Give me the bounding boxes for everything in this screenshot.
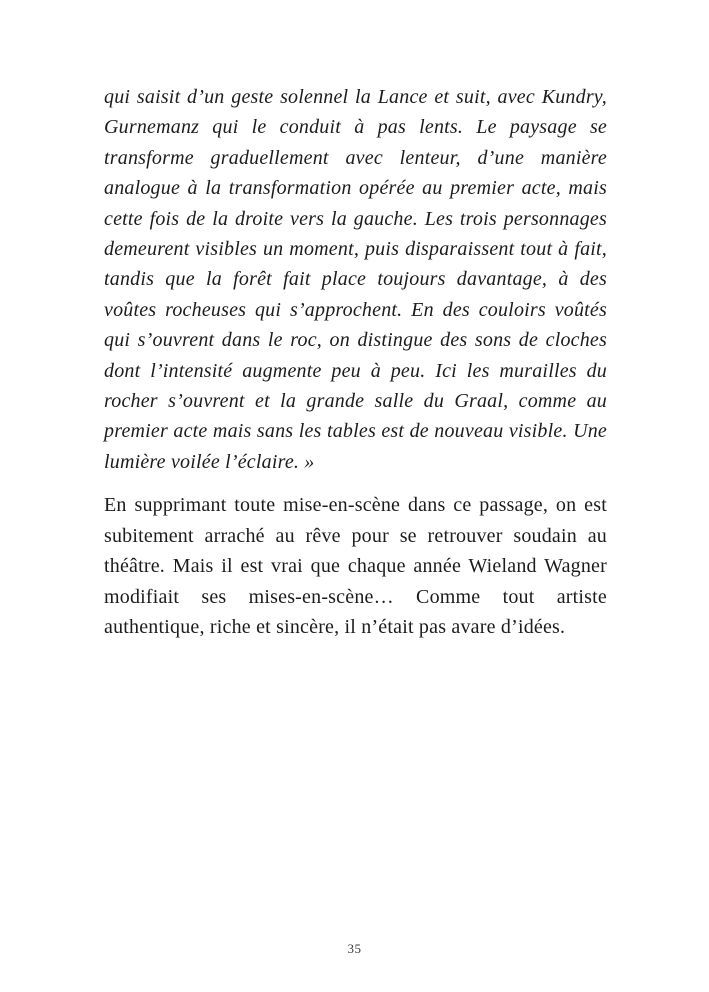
- page-text-block: [104, 82, 607, 642]
- quoted-stage-directions-paragraph: qui saisit d’un geste solennel la Lance et suit, avec Kundry, Gurnemanz qui le conduit à pas lents. Le paysage se transforme graduellement avec lenteur, d’une manière analogue à la transformation opérée au premier acte, mais cette fois de la droite vers la gauche. Les trois personnages demeurent visibles un moment, puis disparaissent tout à fait, tandis que la forêt fait place toujours davantage, à des voûtes rocheuses qui s’approchent. En des couloirs voûtés qui s’ouvrent dans le roc, on distingue des sons de cloches dont l’intensité augmente peu à peu. Ici les murailles du rocher s’ouvrent et la grande salle du Graal, comme au premier acte mais sans les tables est de nouveau visible. Une lumière voilée l’éclaire. »: [104, 86, 607, 473]
- page-number: 35: [347, 941, 362, 956]
- commentary-paragraph: En supprimant toute mise-en-scène dans ce passage, on est subitement arraché au rêve pour se retrouver soudain au théâtre. Mais il est vrai que chaque année Wieland Wagner modifiait ses mises-en-scène… Comme tout artiste authentique, riche et sincère, il n’était pas avare d’idées.: [104, 494, 607, 638]
